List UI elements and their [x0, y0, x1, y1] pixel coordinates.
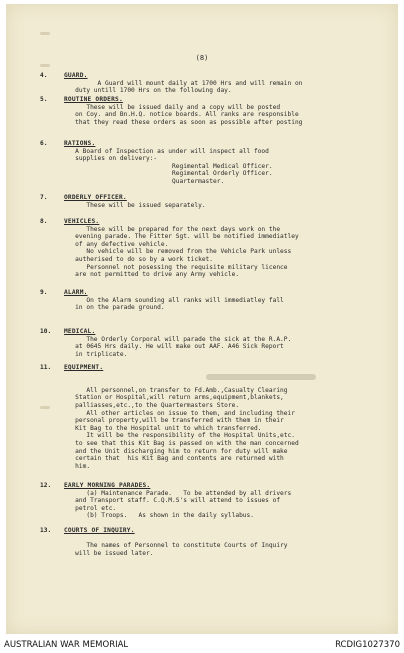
body-line: All personnel,on transfer to Fd.Amb.,Casualty Clearing: [64, 386, 288, 394]
footer-reference: RCDIG1027370: [335, 640, 400, 650]
body-line: will be issued later.: [64, 549, 154, 557]
section-title: EQUIPMENT.: [64, 364, 104, 371]
section-title: MEDICAL.: [64, 328, 96, 335]
body-line: Station or Hospital,will return arms,equipment,blankets,: [64, 394, 284, 402]
body-line: Regimental Orderly Officer.: [64, 170, 273, 178]
body-line: These will be issued separately.: [64, 201, 206, 209]
section-title: EARLY MORNING PARADES.: [64, 482, 151, 489]
body-line: These will be issued daily and a copy will be posted: [64, 103, 281, 111]
section-title: COURTS OF INQUIRY.: [64, 527, 135, 534]
body-line: (a) Maintenance Parade. To be attended by all drivers: [64, 489, 292, 497]
body-line: in on the parade ground.: [64, 304, 165, 312]
punch-mark: [40, 32, 50, 35]
section-title: GUARD.: [64, 72, 88, 79]
section-number: 4.: [40, 72, 48, 79]
body-line: certain that his Kit Bag and contents are returned with: [64, 455, 284, 463]
body-line: on Coy. and Bn.H.Q. notice boards. All ranks are responsible: [64, 111, 299, 119]
body-line: autherised to do so by a work ticket.: [64, 255, 214, 263]
body-line: These will be prepared for the next days work on the: [64, 225, 281, 233]
body-line: evening parade. The Fitter Sgt. will be notified immediatley: [64, 233, 299, 241]
body-line: palliasses,etc.,to the Quartermasters Store.: [64, 401, 240, 409]
section-body: [64, 194, 384, 209]
section-body: [64, 289, 384, 312]
body-line: that they read these orders as soon as possible after posting: [64, 118, 303, 126]
body-line: Quartermaster.: [64, 177, 225, 185]
section-body: [64, 96, 384, 126]
body-line: at 0645 Hrs daily. He will make out AAF. A46 Sick Report: [64, 343, 284, 351]
body-line: The names of Personnel to constitute Courts of Inquiry: [64, 542, 288, 550]
section-number: 11.: [40, 364, 52, 371]
body-line: and Transport staff. C.Q.M.S's will attend to issues of: [64, 497, 281, 505]
page-number: (8): [195, 54, 209, 62]
body-line: of any defective vehicle.: [64, 240, 169, 248]
section-number: 13.: [40, 527, 52, 534]
body-line: personal property,will be transferred with them in their: [64, 417, 284, 425]
body-line: The Orderly Corporal will parade the sick at the R.A.P.: [64, 335, 292, 343]
body-line: to see that this Kit Bag is passed on with the man concerned: [64, 439, 299, 447]
body-line: [64, 535, 384, 543]
body-line: [64, 372, 384, 380]
section-number: 9.: [40, 289, 48, 296]
section-number: 5.: [40, 96, 48, 103]
section-number: 8.: [40, 218, 48, 225]
body-line: No vehicle will be removed from the Vehicle Park unless: [64, 248, 292, 256]
body-line: On the Alarm sounding all ranks will immediatley fall: [64, 296, 284, 304]
body-line: [64, 379, 384, 387]
section-body: [64, 328, 384, 358]
body-line: and the Unit discharging him to return for duty will make: [64, 447, 288, 455]
body-line: Personnel not posessing the requisite military licence: [64, 263, 288, 271]
body-line: petrol etc.: [64, 504, 117, 512]
body-line: him.: [64, 462, 91, 470]
section-number: 10.: [40, 328, 52, 335]
section-body: [64, 218, 384, 279]
section-number: 7.: [40, 194, 48, 201]
section-body: [64, 527, 384, 557]
punch-mark: [40, 64, 50, 67]
body-line: Regimental Medical Officer.: [64, 162, 273, 170]
body-line: A Board of Inspection as under will inspect all food: [64, 147, 269, 155]
section-title: ALARM.: [64, 289, 88, 296]
section-body: [64, 364, 384, 470]
document-page: [6, 4, 398, 634]
body-line: It will be the responsibility of the Hospital Units,etc.: [64, 432, 295, 440]
body-line: Kit Bag to the Hospital unit to which transferred.: [64, 424, 262, 432]
section-title: RATIONS.: [64, 140, 96, 147]
section-body: [64, 72, 384, 95]
archive-footer: [0, 637, 404, 653]
body-line: All other articles on issue to them, and including their: [64, 409, 295, 417]
body-line: are not permitted to drive any Army vehicle.: [64, 271, 240, 279]
section-body: [64, 482, 384, 520]
section-title: VEHICLES.: [64, 218, 100, 225]
section-body: [64, 140, 384, 186]
body-line: duty untill 1700 Hrs on the following day.: [64, 87, 232, 95]
body-line: in triplicate.: [64, 350, 128, 358]
section-number: 6.: [40, 140, 48, 147]
section-title: ORDERLY OFFICER.: [64, 194, 127, 201]
body-line: (b) Troops. As shown in the daily syllabus.: [64, 512, 254, 520]
section-title: ROUTINE ORDERS.: [64, 96, 123, 103]
section-number: 12.: [40, 482, 52, 489]
body-line: supplies on delivery:-: [64, 155, 158, 163]
footer-source: AUSTRALIAN WAR MEMORIAL: [4, 640, 129, 650]
body-line: A Guard will mount daily at 1700 Hrs and will remain on: [64, 79, 303, 87]
punch-mark: [40, 406, 50, 409]
